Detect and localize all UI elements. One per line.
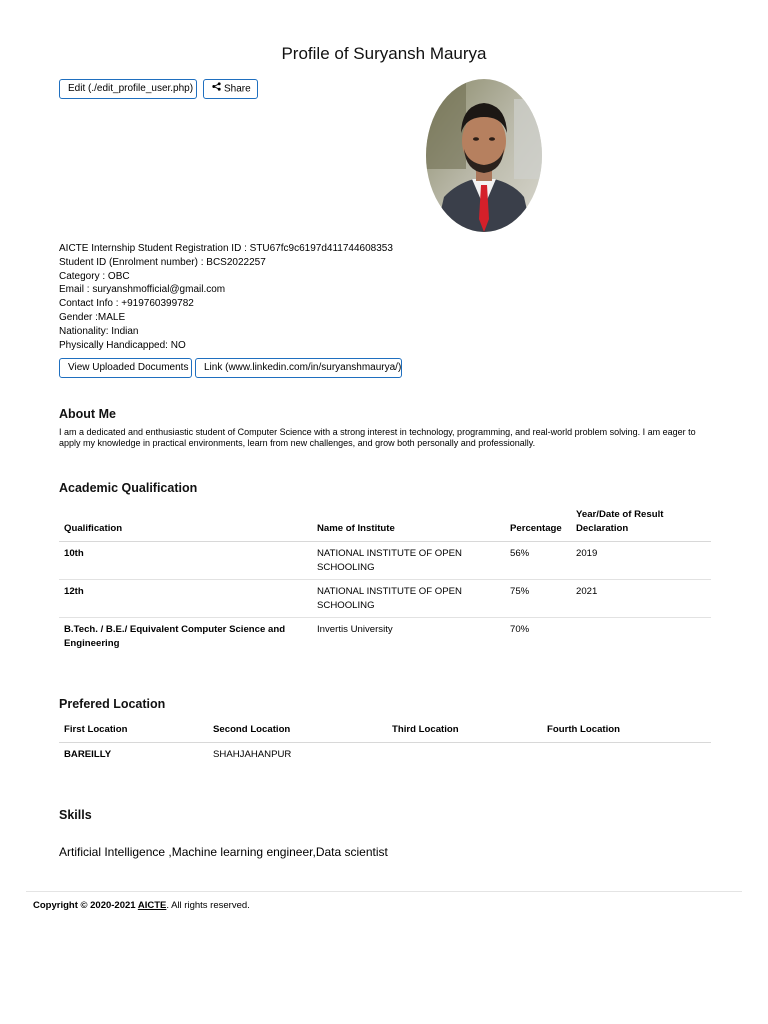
skills-heading: Skills [59,808,92,822]
footer-divider [26,891,742,892]
fourth-location-cell [542,743,711,767]
share-button[interactable] [203,79,258,99]
contact-info: Contact Info : +919760399782 [59,298,194,310]
col-institute: Name of Institute [312,504,505,542]
percentage-cell: 75% [505,580,571,618]
institute-cell: NATIONAL INSTITUTE OF OPEN SCHOOLING [312,580,505,618]
skills-text: Artificial Intelligence ,Machine learning engineer,Data scientist [59,845,388,859]
percentage-cell: 70% [510,624,530,635]
second-location-cell: SHAHJAHANPUR [213,749,292,760]
academic-heading: Academic Qualification [59,481,198,495]
email: Email : suryanshmofficial@gmail.com [59,284,226,296]
view-documents-button[interactable]: View Uploaded Documents [59,358,192,378]
linkedin-link-button[interactable]: Link (www.linkedin.com/in/suryanshmaurya/) [195,358,402,378]
col-first-location: First Location [59,719,208,743]
table-row [59,743,711,767]
copyright-text: Copyright © 2020-2021 [33,900,138,911]
third-location-cell [387,743,542,767]
nationality: Nationality: Indian [59,325,139,337]
footer [33,900,250,911]
page-title: Profile of Suryansh Maurya [281,44,487,63]
institute-cell: Invertis University [317,624,393,635]
year-cell: 2021 [571,580,711,618]
share-label: Share [224,83,251,95]
registration-id: AICTE Internship Student Registration ID : STU67fc9c6197d411744608353 [59,243,393,254]
col-year: Year/Date of Result Declaration [571,504,711,542]
qualification-cell: 10th [59,542,312,580]
rights-text: . All rights reserved. [166,900,250,911]
first-location-cell: BAREILLY [64,749,112,760]
profile-photo [426,79,542,232]
category: Category : OBC [59,270,130,282]
year-cell: 2019 [571,542,711,580]
aicte-link[interactable]: AICTE [137,900,167,911]
col-second-location: Second Location [208,719,387,743]
table-row [59,618,711,656]
student-id: Student ID (Enrolment number) : BCS2022257 [59,256,266,268]
col-qualification: Qualification [59,504,312,542]
qualification-cell: 12th [59,580,312,618]
about-heading: About Me [59,407,116,421]
table-row [59,580,711,618]
gender: Gender :MALE [59,311,126,323]
year-cell [571,618,711,656]
location-table [59,719,711,766]
location-heading: Prefered Location [59,697,166,711]
about-text: I am a dedicated and enthusiastic student of Computer Science with a strong interest in technology, programming, and real-world problem solving. I am eager to apply my knowledge in practical environments, learn from new challenges, and grow both personally and professionally. [59,427,696,448]
physically-handicapped: Physically Handicapped: NO [59,339,186,351]
share-icon [212,80,221,98]
academic-table [59,504,711,655]
qualification-cell: B.Tech. / B.E./ Equivalent Computer Science and Engineering [64,624,286,649]
institute-cell: NATIONAL INSTITUTE OF OPEN SCHOOLING [312,542,505,580]
profile-details [59,242,393,352]
percentage-cell: 56% [505,542,571,580]
edit-profile-button[interactable]: Edit (./edit_profile_user.php) [59,79,197,99]
col-fourth-location: Fourth Location [542,719,711,743]
table-row [59,542,711,580]
col-percentage: Percentage [505,504,571,542]
col-third-location: Third Location [387,719,542,743]
